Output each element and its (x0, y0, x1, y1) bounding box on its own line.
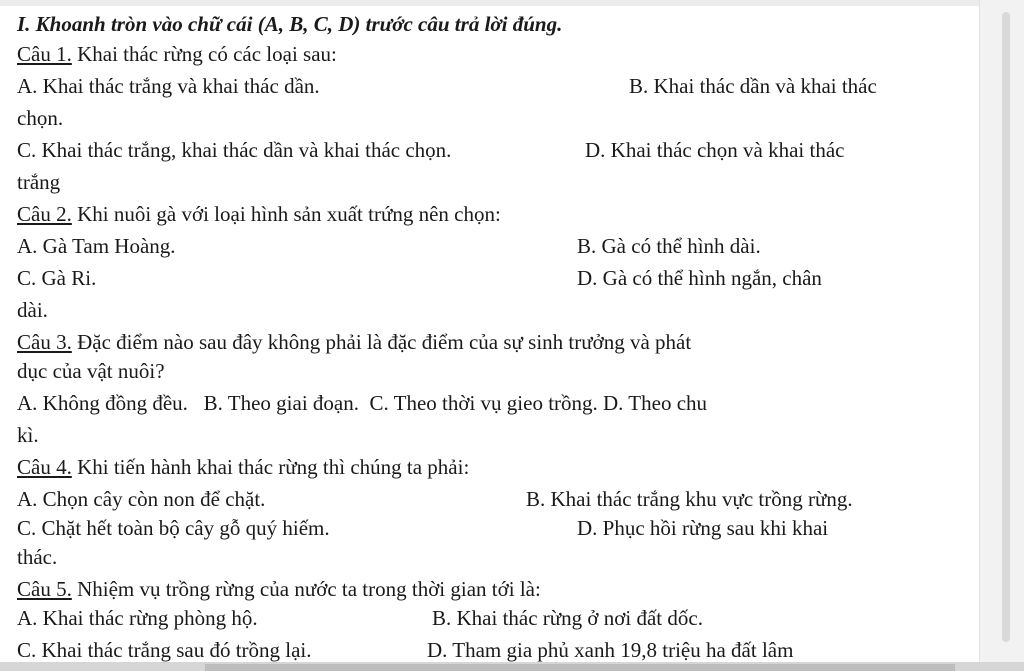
question-1 (17, 41, 337, 67)
option-d: D. Gà có thể hình ngắn, chân (577, 266, 822, 290)
question-text: Đặc điểm nào sau đây không phải là đặc điểm của sự sinh trưởng và phát (71, 330, 692, 354)
section-title: I. Khoanh tròn vào chữ cái (A, B, C, D) trước câu trả lời đúng. (17, 12, 563, 36)
option-b: B. Khai thác trắng khu vực trồng rừng. (526, 487, 853, 511)
options-continued: kì. (17, 423, 39, 447)
option-d: D. Tham gia phủ xanh 19,8 triệu ha đất lâm (427, 638, 794, 662)
horizontal-scrollbar[interactable] (205, 664, 955, 671)
option-d-continued: thác. (17, 545, 58, 569)
question-number: Câu 4. (17, 455, 72, 479)
question-number: Câu 3. (17, 330, 72, 354)
option-d-continued: dài. (17, 298, 48, 322)
option-c: C. Khai thác trắng sau đó trồng lại. (17, 638, 312, 662)
option-b-continued: chọn. (17, 106, 64, 130)
option-d-continued: trắng (17, 170, 61, 194)
top-bar (0, 0, 1024, 6)
option-b: B. Khai thác rừng ở nơi đất dốc. (432, 606, 703, 630)
question-4 (17, 454, 469, 480)
question-text-continued: dục của vật nuôi? (17, 359, 165, 383)
question-number: Câu 1. (17, 42, 72, 66)
question-number: Câu 5. (17, 577, 72, 601)
vertical-scrollbar[interactable] (979, 0, 1024, 671)
question-3 (17, 329, 691, 355)
question-text: Khi tiến hành khai thác rừng thì chúng ta phải: (71, 455, 470, 479)
option-d: D. Khai thác chọn và khai thác (585, 138, 845, 162)
question-5 (17, 576, 541, 602)
option-c: C. Khai thác trắng, khai thác dần và khai thác chọn. (17, 138, 452, 162)
option-a: A. Chọn cây còn non để chặt. (17, 487, 266, 511)
option-b: B. Gà có thể hình dài. (577, 234, 761, 258)
question-number: Câu 2. (17, 202, 72, 226)
option-d: D. Phục hồi rừng sau khi khai (577, 516, 829, 540)
option-b: B. Khai thác dần và khai thác (629, 74, 877, 98)
scrollbar-thumb[interactable] (1002, 12, 1010, 642)
options-line: A. Không đồng đều. B. Theo giai đoạn. C. Theo thời vụ gieo trồng. D. Theo chu (17, 391, 708, 415)
option-c: C. Chặt hết toàn bộ cây gỗ quý hiếm. (17, 516, 330, 540)
option-a: A. Khai thác rừng phòng hộ. (17, 606, 258, 630)
option-a: A. Gà Tam Hoàng. (17, 234, 176, 258)
question-text: Khai thác rừng có các loại sau: (71, 42, 337, 66)
question-text: Nhiệm vụ trồng rừng của nước ta trong thời gian tới là: (71, 577, 541, 601)
question-2 (17, 201, 501, 227)
option-c: C. Gà Ri. (17, 266, 97, 290)
option-a: A. Khai thác trắng và khai thác dần. (17, 74, 320, 98)
question-text: Khi nuôi gà với loại hình sản xuất trứng nên chọn: (71, 202, 501, 226)
